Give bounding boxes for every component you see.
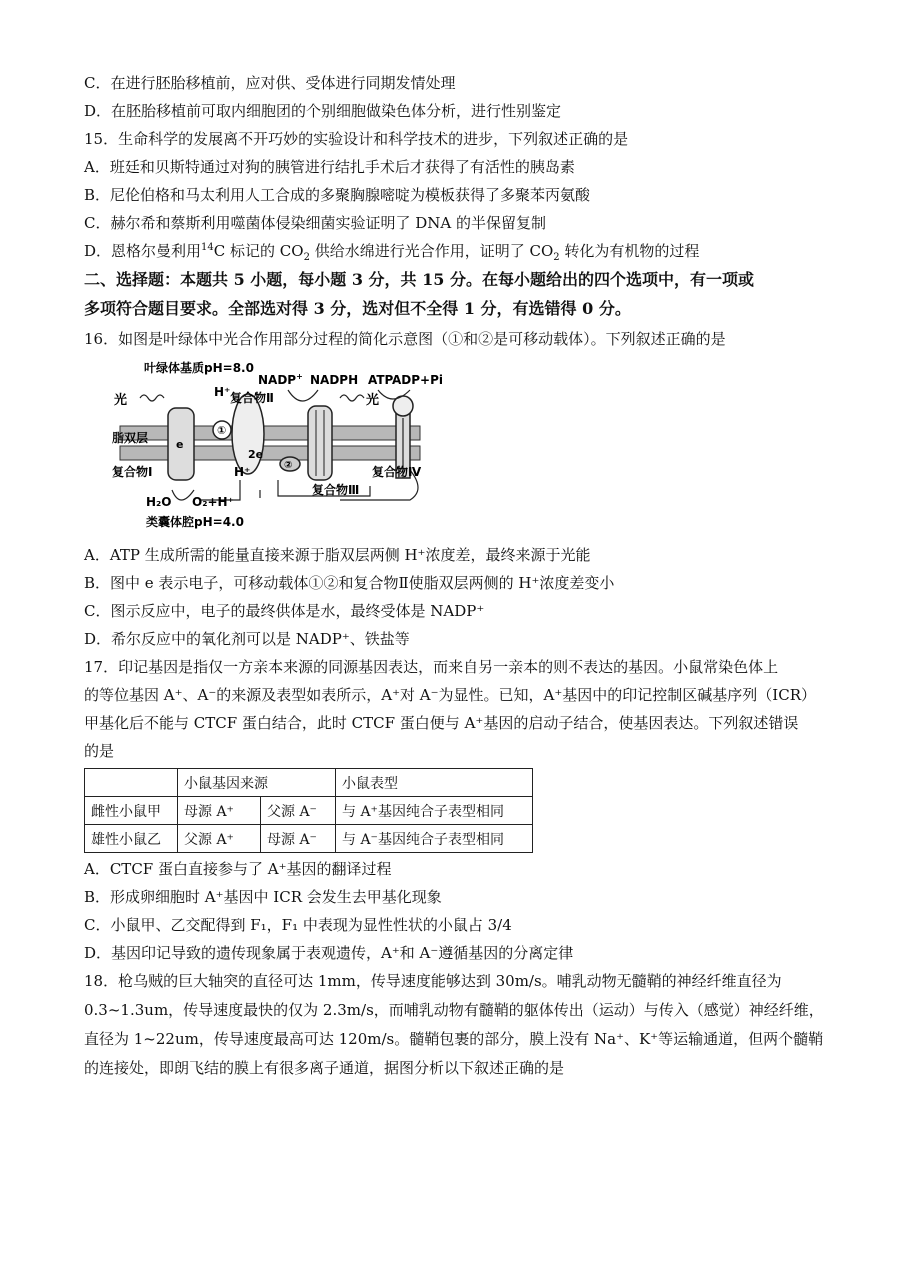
table-row — [85, 825, 533, 853]
fig-complex2-label: 复合物Ⅱ — [230, 391, 274, 405]
fig-nadph-label: NADPH — [310, 373, 359, 387]
q16-option-d: D．希尔反应中的氧化剂可以是 NADP⁺、铁盐等 — [84, 630, 410, 648]
q18-stem-line4: 的连接处，即朗飞结的膜上有很多离子通道，据图分析以下叙述正确的是 — [84, 1059, 565, 1077]
fig-light1: 光 — [114, 393, 128, 408]
fig-nadp-label: NADP+ — [258, 372, 303, 387]
fig-bottom-label: 类囊体腔pH=4.0 — [146, 515, 244, 529]
q17-stem-line2: 的等位基因 A⁺、A⁻的来源及表型如表所示，A⁺对 A⁻为显性。已知，A⁺基因中的印记控制区碱基序列（ICR） — [84, 686, 816, 704]
complex2-shape — [232, 394, 264, 474]
table-header-row — [85, 769, 533, 797]
q15-stem: 15．生命科学的发展离不开巧妙的实验设计和科学技术的进步，下列叙述正确的是 — [84, 130, 629, 148]
table-header-cell: 小鼠表型 — [336, 769, 533, 797]
table-cell: 与 A⁻基因纯合子表型相同 — [336, 825, 533, 853]
table-cell: 与 A⁺基因纯合子表型相同 — [336, 797, 533, 825]
fig-e-label: e — [176, 438, 184, 451]
fig-complex1-label: 复合物Ⅰ — [112, 465, 153, 479]
section2-heading-line2: 多项符合题目要求。全部选对得 3 分，选对但不全得 1 分，有选错得 0 分。 — [84, 299, 631, 318]
table-cell: 雌性小鼠甲 — [85, 797, 178, 825]
table-cell: 母源 A⁺ — [178, 797, 261, 825]
q15-d-post: 转化为有机物的过程 — [559, 242, 700, 260]
table-header-cell: 小鼠基因来源 — [178, 769, 336, 797]
light1-wave — [140, 395, 164, 401]
fig-complex4-label: 复合物Ⅳ — [372, 465, 422, 479]
fig-atp-label: ATP — [368, 373, 394, 387]
q15-d-sub2: 2 — [553, 252, 560, 263]
complex3-shape — [308, 406, 332, 480]
q15-option-c: C．赫尔希和蔡斯利用噬菌体侵染细菌实验证明了 DNA 的半保留复制 — [84, 214, 546, 232]
fig-carrier1-label: ① — [217, 424, 227, 437]
fig-top-label: 叶绿体基质pH=8.0 — [144, 361, 254, 375]
fig-o2h-label: O₂+H⁺ — [192, 495, 234, 509]
q17-stem-line4: 的是 — [84, 742, 115, 760]
q16-option-b: B．图中 e 表示电子，可移动载体①②和复合物Ⅱ使脂双层两侧的 H⁺浓度差变小 — [84, 574, 615, 592]
table-cell: 雄性小鼠乙 — [85, 825, 178, 853]
q18-stem-line2: 0.3~1.3um，传导速度最快的仅为 2.3m/s，而哺乳动物有髓鞘的躯体传出（运动）与传入（感觉）神经纤维， — [84, 1001, 824, 1019]
q16-option-c: C．图示反应中，电子的最终供体是水，最终受体是 NADP⁺ — [84, 602, 485, 620]
fig-h-plus-top: H⁺ — [214, 385, 231, 399]
q15-d-mid2: 供给水绵进行光合作用，证明了 CO — [309, 242, 554, 260]
q16-stem: 16．如图是叶绿体中光合作用部分过程的简化示意图（①和②是可移动载体）。下列叙述正确的是 — [84, 330, 726, 348]
q14-option-c: C．在进行胚胎移植前，应对供、受体进行同期发情处理 — [84, 74, 456, 92]
q17-option-d: D．基因印记导致的遗传现象属于表观遗传，A⁺和 A⁻遵循基因的分离定律 — [84, 944, 574, 962]
q16-option-a: A．ATP 生成所需的能量直接来源于脂双层两侧 H⁺浓度差，最终来源于光能 — [84, 546, 591, 564]
gene-table — [84, 768, 533, 853]
q17-stem-line1: 17．印记基因是指仅一方亲本来源的同源基因表达，而来自另一亲本的则不表达的基因。小鼠常染色体上 — [84, 658, 779, 676]
q17-option-b: B．形成卵细胞时 A⁺基因中 ICR 会发生去甲基化现象 — [84, 888, 442, 906]
q15-option-b: B．尼伦伯格和马太利用人工合成的多聚胸腺嘧啶为模板获得了多聚苯丙氨酸 — [84, 186, 591, 204]
fig-h-plus-bottom: H⁺ — [234, 465, 251, 479]
q15-option-d — [84, 241, 699, 261]
q14-option-d: D．在胚胎移植前可取内细胞团的个别细胞做染色体分析，进行性别鉴定 — [84, 102, 562, 120]
table-cell: 母源 A⁻ — [261, 825, 336, 853]
q18-stem-line1: 18．枪乌贼的巨大轴突的直径可达 1mm，传导速度能够达到 30m/s。哺乳动物无髓鞘的神经纤维直径为 — [84, 972, 782, 990]
membrane-lower-layer — [120, 446, 420, 460]
q18-stem-line3: 直径为 1~22um，传导速度最高可达 120m/s。髓鞘包裹的部分，膜上没有 Na⁺、K⁺等运输通道，但两个髓鞘 — [84, 1030, 824, 1048]
table-cell: 父源 A⁻ — [261, 797, 336, 825]
fig-carrier2-label: ② — [284, 460, 293, 471]
table-row — [85, 797, 533, 825]
membrane-upper-layer — [120, 426, 420, 440]
q15-d-sub1: 2 — [303, 252, 310, 263]
fig-light2: 光 — [366, 393, 380, 408]
fig-2e-label: 2e — [248, 448, 264, 461]
photosynthesis-diagram — [110, 360, 444, 530]
q17-option-a: A．CTCF 蛋白直接参与了 A⁺基因的翻译过程 — [84, 860, 392, 878]
q15-d-pre: D．恩格尔曼利用 — [84, 242, 202, 260]
fig-adp-label: ADP+Pi — [392, 373, 444, 387]
table-header-cell — [85, 769, 178, 797]
table-cell: 父源 A⁺ — [178, 825, 261, 853]
q15-d-mid1: C 标记的 CO — [213, 242, 304, 260]
section2-heading-line1: 二、选择题：本题共 5 小题，每小题 3 分，共 15 分。在每小题给出的四个选项中，有一项或 — [84, 270, 754, 289]
q15-option-a: A．班廷和贝斯特通过对狗的胰管进行结扎手术后才获得了有活性的胰岛素 — [84, 158, 575, 176]
q15-d-sup: 14 — [201, 242, 214, 253]
q17-stem-line3: 甲基化后不能与 CTCF 蛋白结合，此时 CTCF 蛋白便与 A⁺基因的启动子结合，使基因表达。下列叙述错误 — [84, 714, 799, 732]
q17-option-c: C．小鼠甲、乙交配得到 F₁，F₁ 中表现为显性性状的小鼠占 3/4 — [84, 916, 512, 934]
light2-wave — [340, 395, 364, 401]
fig-h2o-label: H₂O — [146, 495, 172, 509]
fig-complex3-label: 复合物Ⅲ — [312, 483, 360, 497]
fig-membrane-label: 脂双层 — [112, 431, 149, 445]
